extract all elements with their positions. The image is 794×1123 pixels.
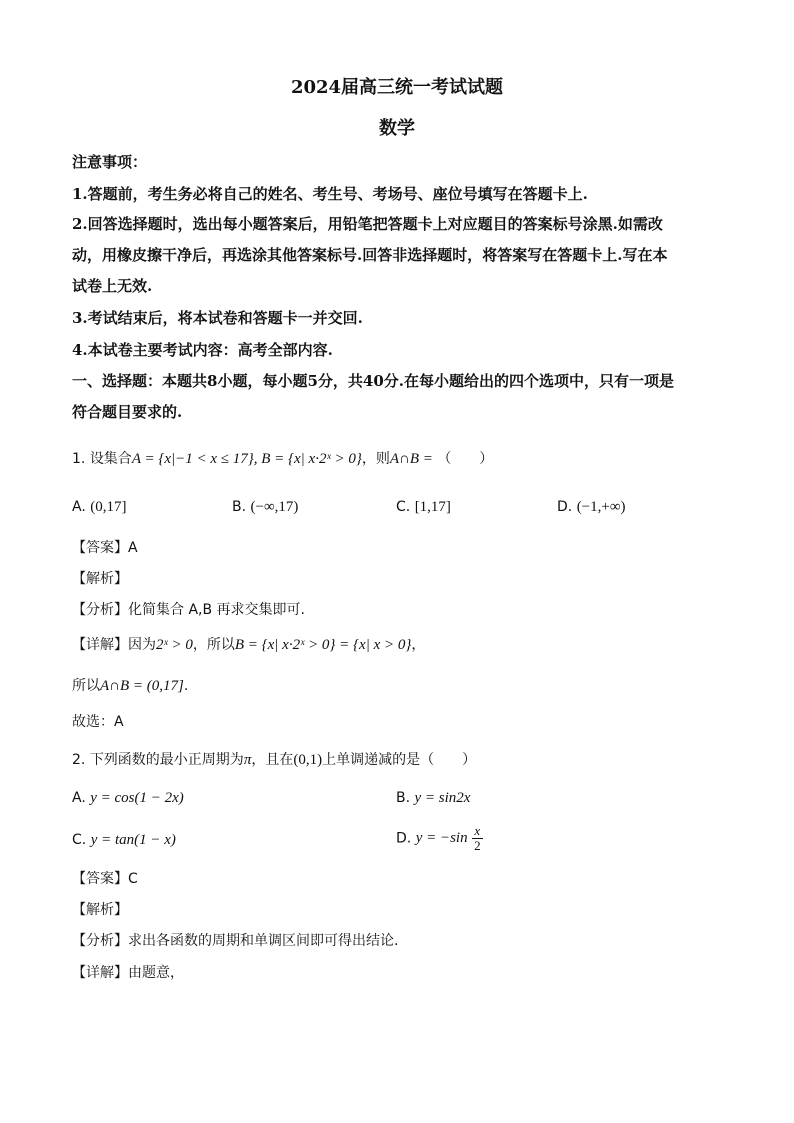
analysis-tag: 【解析】 — [72, 902, 128, 918]
option-value: (−1,+∞) — [576, 499, 626, 515]
option-d: D. (−1,+∞) — [557, 499, 626, 515]
pi-symbol: π — [243, 752, 252, 768]
detail-text: 由题意， — [128, 965, 184, 981]
fenxi-text: 化简集合 A,B 再求交集即可. — [128, 602, 305, 618]
notice-item: 3.考试结束后，将本试卷和答题卡一并交回. — [72, 309, 363, 327]
detail-tag: 【详解】 — [72, 965, 128, 981]
subject-title: 数学 — [379, 118, 415, 139]
intersection-expr: A∩B = — [389, 451, 433, 467]
option-d: D. y = −sin $\frac{x}{2}$ — [396, 823, 481, 853]
answer-value: C — [128, 871, 138, 887]
fraction-numerator: x — [472, 824, 483, 839]
option-value: y = sin2x — [414, 790, 471, 806]
notice-item: 4.本试卷主要考试内容：高考全部内容. — [72, 341, 333, 359]
option-a: A. y = cos(1 − 2x) — [72, 790, 184, 806]
notice-item: 2.回答选择题时，选出每小题答案后，用铅笔把答题卡上对应题目的答案标号涂黑.如需改 — [72, 215, 663, 233]
notice-heading: 注意事项： — [72, 153, 148, 171]
detail-tag: 【详解】 — [72, 637, 128, 653]
option-value: (0,17] — [90, 499, 127, 515]
analysis-tag: 【解析】 — [72, 571, 128, 587]
detail-line: 【详解】因为2ˣ > 0，所以B = {x| x·2ˣ > 0} = {x| x > 0}， — [72, 637, 426, 653]
exam-title: 2024届高三统一考试试题 — [290, 77, 504, 98]
question-number: 1. — [72, 451, 86, 467]
math-expr: B = {x| x·2ˣ > 0} = {x| x > 0} — [234, 637, 412, 653]
stem-text: 设集合 — [89, 451, 132, 467]
math-expr: A∩B = (0,17] — [100, 678, 184, 694]
answer-tag: 【答案】 — [72, 871, 128, 887]
option-b: B. y = sin2x — [396, 790, 471, 806]
option-b: B. (−∞,17) — [232, 499, 299, 515]
option-c: C. [1,17] — [396, 499, 451, 515]
math-expr: 2ˣ > 0 — [156, 637, 193, 653]
section-heading: 一、选择题：本题共8小题，每小题5分，共40分.在每小题给出的四个选项中，只有一项是 — [72, 372, 674, 390]
fraction-denominator: 2 — [474, 838, 481, 853]
question-number: 2. — [72, 752, 86, 768]
notice-item: 试卷上无效. — [72, 277, 153, 295]
notice-item: 动，用橡皮擦干净后，再选涂其他答案标号.回答非选择题时，将答案写在答题卡上.写在本 — [72, 246, 668, 264]
option-value: y = tan(1 − x) — [90, 832, 176, 848]
detail-line-2: 所以A∩B = (0,17]. — [72, 678, 189, 694]
answer-paren: （ ） — [437, 451, 494, 467]
interval-expr: (0,1) — [293, 752, 323, 768]
set-definition: A = {x|−1 < x ≤ 17}, B = {x| x·2ˣ > 0} — [131, 451, 362, 467]
fenxi-tag: 【分析】 — [72, 933, 128, 949]
option-c: C. y = tan(1 − x) — [72, 832, 176, 848]
answer-value: A — [128, 540, 138, 556]
detail-line — [72, 962, 184, 982]
section-heading-cont: 符合题目要求的. — [72, 403, 183, 421]
fenxi-tag: 【分析】 — [72, 602, 128, 618]
fenxi-line — [72, 599, 305, 619]
question-2-stem: 2. 下列函数的最小正周期为π，且在(0,1)上单调递减的是（ ） — [72, 752, 477, 768]
fraction — [472, 824, 483, 853]
fenxi-text: 求出各函数的周期和单调区间即可得出结论. — [128, 933, 399, 949]
question-1-stem — [72, 448, 493, 468]
answer-line — [72, 868, 138, 888]
option-a: A. (0,17] — [72, 499, 127, 515]
fenxi-line — [72, 930, 398, 950]
option-value: [1,17] — [414, 499, 451, 515]
option-value: y = cos(1 − 2x) — [90, 790, 184, 806]
answer-line — [72, 537, 138, 557]
conclusion: 故选：A — [72, 714, 124, 730]
option-value: y = −sin — [415, 830, 468, 846]
notice-item: 1.答题前，考生务必将自己的姓名、考生号、考场号、座位号填写在答题卡上. — [72, 185, 588, 203]
option-value: (−∞,17) — [250, 499, 299, 515]
stem-text: ，则 — [361, 451, 390, 467]
answer-tag: 【答案】 — [72, 540, 128, 556]
